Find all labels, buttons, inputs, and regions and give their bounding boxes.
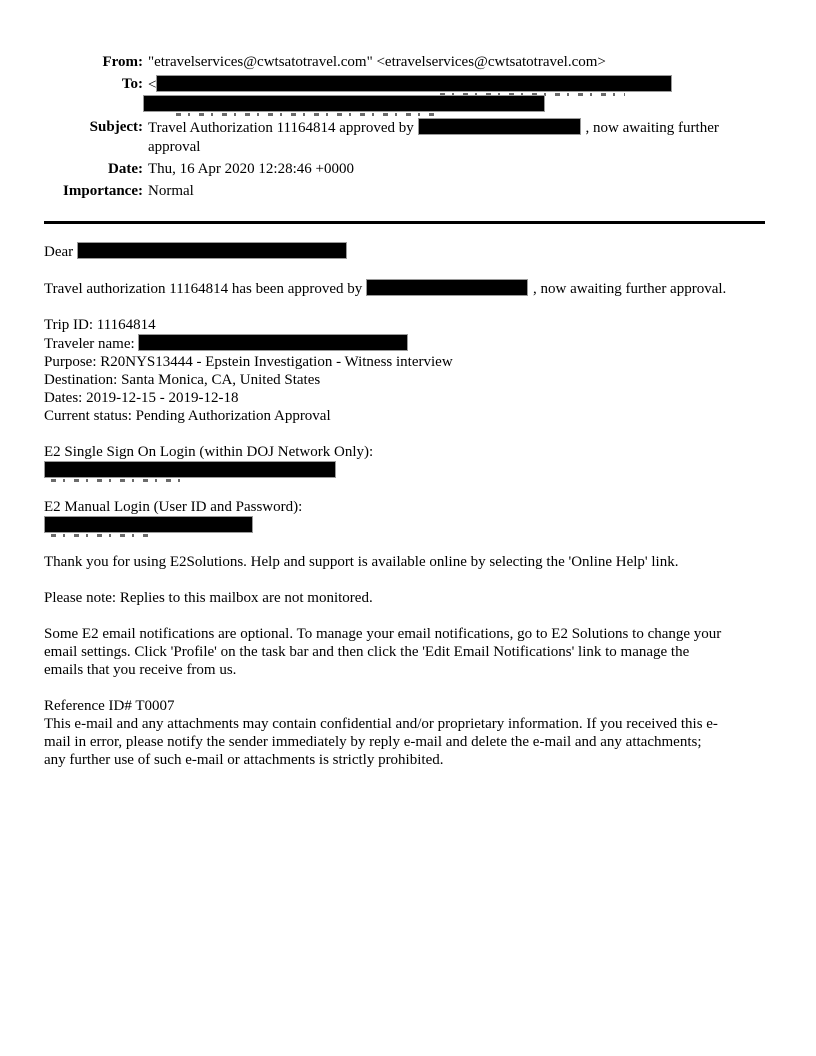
from-value: "etravelservices@cwtsatotravel.com" <etravelservices@cwtsatotravel.com> [148,54,606,70]
thanks-line: Thank you for using E2Solutions. Help and support is available online by selecting the 'Online Help' link. [44,554,679,570]
trip-details-paragraph [44,316,767,425]
traveler-name-label: Traveler name: [44,336,139,352]
header-divider-rule [44,221,765,224]
destination-line: Destination: Santa Monica, CA, United States [44,372,321,388]
from-label: From: [102,54,143,70]
subject-text-before: Travel Authorization 11164814 approved by [148,120,418,136]
date-value: Thu, 16 Apr 2020 12:28:46 +0000 [148,161,354,177]
email-body [44,242,767,769]
to-value [148,75,767,115]
salutation-text: Dear [44,244,77,260]
importance-label: Importance: [63,183,143,199]
subject-text-after: , now awaiting further [585,120,719,136]
subject-value-line2: approval [148,139,201,155]
notifications-line-1: Some E2 email notifications are optional. To manage your email notifications, go to E2 Solutions to change your [44,626,722,642]
reference-id-line: Reference ID# T0007 [44,698,175,714]
salutation-paragraph [44,242,767,261]
importance-value: Normal [148,183,194,199]
subject-value-line1 [148,118,767,138]
manual-heading-line: E2 Manual Login (User ID and Password): [44,499,303,515]
to-value-line1 [148,75,767,95]
sso-heading-line: E2 Single Sign On Login (within DOJ Network Only): [44,444,374,460]
redaction-bar-subject [418,118,581,135]
notifications-line-3: emails that you receive from us. [44,662,237,678]
approval-text-before: Travel authorization 11164814 has been approved by [44,281,367,297]
date-label: Date: [108,161,143,177]
note-paragraph [44,589,767,607]
redaction-remnant [176,113,440,116]
to-label: To: [121,76,143,92]
notifications-paragraph [44,625,767,679]
redaction-remnant [51,534,150,537]
redaction-bar-sso-link [44,461,336,478]
subject-label: Subject: [89,119,143,135]
to-value-line2 [148,95,767,115]
disclaimer-line-3: any further use of such e-mail or attachments is strictly prohibited. [44,752,444,768]
traveler-name-line [44,334,767,353]
manual-login-paragraph [44,498,767,535]
redaction-bar-to-line2 [143,95,545,112]
approval-text-after: , now awaiting further approval. [533,281,727,297]
current-status-line: Current status: Pending Authorization Approval [44,408,331,424]
trip-id-line: Trip ID: 11164814 [44,317,156,333]
redaction-bar-manual-link [44,516,253,533]
thanks-paragraph [44,553,767,571]
redaction-bar-to-line1 [156,75,672,92]
notifications-line-2: email settings. Click 'Profile' on the task bar and then click the 'Edit Email Notifications' link to manage the [44,644,690,660]
note-line: Please note: Replies to this mailbox are not monitored. [44,590,373,606]
redaction-remnant [51,479,184,482]
subject-value [148,118,767,157]
disclaimer-line-2: mail in error, please notify the sender immediately by reply e-mail and delete the e-mail and any attachments; [44,734,702,750]
email-header [44,53,767,201]
redaction-bar-approver [366,279,528,296]
redaction-bar-traveler-name [138,334,408,351]
purpose-line: Purpose: R20NYS13444 - Epstein Investigation - Witness interview [44,354,453,370]
approval-paragraph [44,279,767,298]
sso-login-paragraph [44,443,767,480]
dates-line: Dates: 2019-12-15 - 2019-12-18 [44,390,239,406]
disclaimer-line-1: This e-mail and any attachments may contain confidential and/or proprietary information. If you received this e- [44,716,718,732]
disclaimer-paragraph [44,697,767,769]
to-value-prefix: < [148,77,157,93]
redaction-bar-salutation [77,242,347,259]
